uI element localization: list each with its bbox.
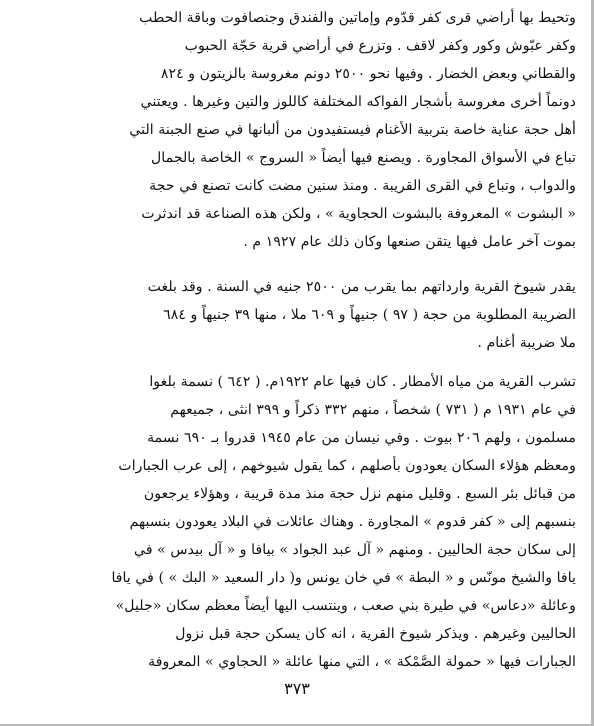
text-line: ملا ضريبة أغنام . <box>477 335 576 351</box>
text-line: في عام ١٩٣١ م ( ٧٣١ ) شخصاً ، منهم ٣٣٢ ذكراً و ٣٩٩ انثى ، جميعهم <box>170 402 576 418</box>
text-line: أهل حجة عناية خاصة بتربية الأغنام فيستفيدون من ألبانها في صنع الجبنة التي <box>129 122 576 138</box>
text-line: يافا والشيخ مونّس و « البطة » في خان يونس و( دار السعيد « البك » ) في يافا <box>111 570 576 586</box>
text-line: ومعظم هؤلاء السكان يعودون بأصلهم ، كما يقول شيوخهم ، إلى عرب الجبارات <box>118 458 576 474</box>
paragraph-water-and-population <box>60 368 576 676</box>
text-line: « البشوت » المعروفة بالبشوت الحجاوية » ، ولكن هذه الصناعة قد اندثرت <box>141 206 576 222</box>
text-line: بنسبهم إلى « كفر قدوم » المجاورة . وهناك عائلات في البلاد يعودون بنسبهم <box>129 514 576 530</box>
paragraph-produce-and-crafts <box>60 4 576 256</box>
text-line: بموت آخر عامل فيها يتقن صنعها وكان ذلك عام ١٩٢٧ م . <box>243 234 576 250</box>
text-line: يقدر شيوخ القرية وارداتهم بما يقرب من ٢٥٠٠ جنيه في السنة . وقد بلغت <box>147 279 576 295</box>
page-number: ٣٧٣ <box>284 679 310 698</box>
text-line: الضريبة المطلوبة من حجة ( ٩٧ ) جنيهاً و ٦٠٩ ملا ، منها ٣٩ جنيهاً و ٦٨٤ <box>163 307 576 323</box>
text-line: تشرب القرية من مياه الأمطار . كان فيها عام ١٩٢٢م. ( ٦٤٢ ) نسمة بلغوا <box>149 374 576 390</box>
text-line: من قبائل بئر السبع . وقليل منهم نزل حجة منذ مدة قريبة ، وهؤلاء يرجعون <box>143 486 576 502</box>
text-line: دونماً أخرى مغروسة بأشجار الفواكه المختلفة كاللوز والتين وغيرها . ويعتني <box>140 94 576 110</box>
text-line: الحاليين وغيرهم . ويذكر شيوخ القرية ، انه كان يسكن حجة قبل نزول <box>175 626 576 642</box>
text-line: والقطاني وبعض الخضار . وفيها نحو ٢٥٠٠ دونم مغروسة بالزيتون و ٨٢٤ <box>160 66 576 82</box>
paragraph-revenue-and-tax <box>60 273 576 357</box>
text-line: والدواب ، وتباع في القرى القريبة . ومنذ سنين مضت كانت تصنع في حجة <box>149 178 576 194</box>
text-line: مسلمون ، ولهم ٢٠٦ بيوت . وفي نيسان من عام ١٩٤٥ قدروا بـ ٦٩٠ نسمة <box>147 430 576 446</box>
text-line: الجبارات فيها « حمولة الصَّمْكة » ، التي منها عائلة « الحجاوي » المعروفة <box>148 654 576 670</box>
text-line: وعائلة «دعاس» في طيرة بني صعب ، وينتسب اليها أيضاً معظم سكان «جليل» <box>115 598 576 614</box>
text-line: تباع في الأسواق المجاورة . ويصنع فيها أيضاً « السروج » الخاصة بالجمال <box>150 150 576 166</box>
text-line: وتحيط بها أراضي قرى كفر قدّوم وإماتين والفندق وجنصافوت وباقة الحطب <box>139 10 576 26</box>
text-line: إلى سكان حجة الحاليين . ومنهم « آل عبد الجواد » بيافا و « آل بيدس » في <box>134 542 576 558</box>
text-line: وكفر عبّوش وكور وكفر لاقف . وتزرع في أراضي قرية حَجّة الحبوب <box>184 38 576 54</box>
